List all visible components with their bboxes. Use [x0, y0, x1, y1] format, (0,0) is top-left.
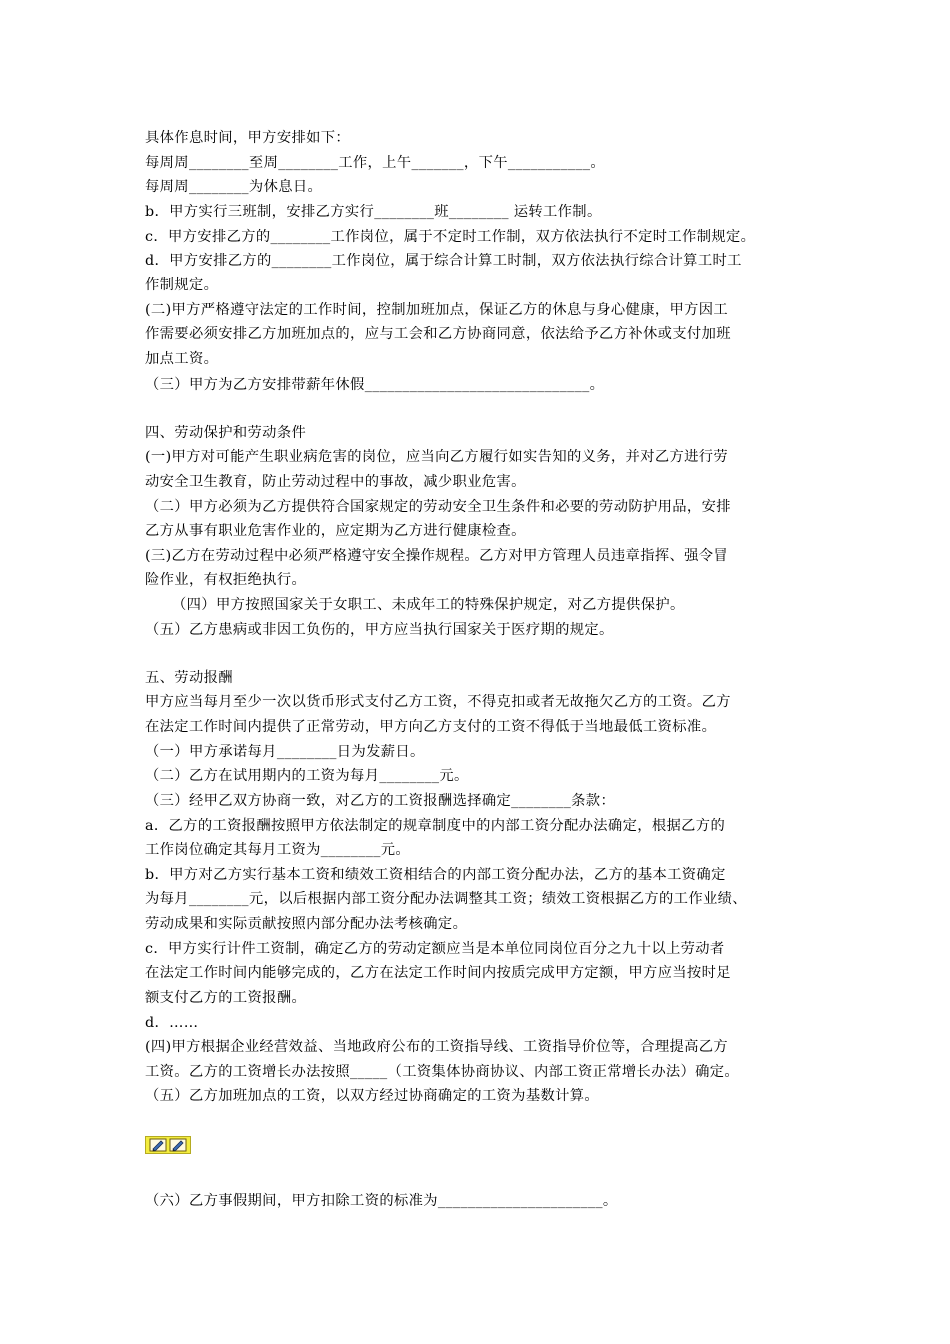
- text-line: （一）甲方承诺每月________日为发薪日。: [145, 744, 425, 760]
- section-heading: 四、劳动保护和劳动条件: [145, 425, 307, 441]
- text-line: a．乙方的工资报酬按照甲方依法制定的规章制度中的内部工资分配办法确定，根据乙方的: [145, 818, 726, 834]
- text-line: 作需要必须安排乙方加班加点的，应与工会和乙方协商同意，依法给予乙方补休或支付加班: [145, 326, 731, 342]
- text-line: 每周周________至周________工作，上午_______，下午___________。: [145, 155, 606, 171]
- text-line: d．……: [145, 1015, 199, 1031]
- text-line: 在法定工作时间内能够完成的，乙方在法定工作时间内按质完成甲方定额，甲方应当按时足: [145, 965, 731, 981]
- text-line: （六）乙方事假期间，甲方扣除工资的标准为______________________。: [145, 1193, 618, 1209]
- text-line: 乙方从事有职业危害作业的，应定期为乙方进行健康检查。: [145, 523, 526, 539]
- text-line: （二）甲方必须为乙方提供符合国家规定的劳动安全卫生条件和必要的劳动防护用品，安排: [145, 499, 731, 515]
- text-line: d．甲方安排乙方的________工作岗位，属于综合计算工时制，双方依法执行综合计算工时工: [145, 253, 742, 269]
- text-line: 为每月________元，以后根据内部工资分配办法调整其工资；绩效工资根据乙方的工作业绩、: [145, 891, 747, 907]
- text-line: c．甲方安排乙方的________工作岗位，属于不定时工作制，双方依法执行不定时工作制规定。: [145, 229, 756, 245]
- text-line: （二）乙方在试用期内的工资为每月________元。: [145, 768, 469, 784]
- text-line: （四）甲方按照国家关于女职工、未成年工的特殊保护规定，对乙方提供保护。: [172, 597, 685, 613]
- text-line: c．甲方实行计件工资制，确定乙方的劳动定额应当是本单位同岗位百分之九十以上劳动者: [145, 941, 725, 957]
- text-line: （三）经甲乙双方协商一致，对乙方的工资报酬选择确定________条款：: [145, 793, 616, 809]
- text-line: （五）乙方加班加点的工资，以双方经过协商确定的工资为基数计算。: [145, 1088, 600, 1104]
- text-line: 甲方应当每月至少一次以货币形式支付乙方工资，不得克扣或者无故拖欠乙方的工资。乙方: [145, 694, 731, 710]
- text-line: 作制规定。: [145, 277, 219, 293]
- pencil-icon[interactable]: [169, 1138, 187, 1152]
- text-line: （三）甲方为乙方安排带薪年休假______________________________。: [145, 377, 605, 393]
- text-line: 每周周________为休息日。: [145, 179, 323, 195]
- text-line: 动安全卫生教育，防止劳动过程中的事故，减少职业危害。: [145, 474, 526, 490]
- text-line: （五）乙方患病或非因工负伤的，甲方应当执行国家关于医疗期的规定。: [145, 622, 614, 638]
- text-line: 具体作息时间，甲方安排如下：: [145, 130, 351, 146]
- text-line: 工资。乙方的工资增长办法按照_____（工资集体协商协议、内部工资正常增长办法）确定。: [145, 1064, 740, 1080]
- text-line: 加点工资。: [145, 351, 219, 367]
- text-line: 劳动成果和实际贡献按照内部分配办法考核确定。: [145, 916, 468, 932]
- pencil-icon[interactable]: [149, 1138, 167, 1152]
- section-heading: 五、劳动报酬: [145, 670, 233, 686]
- text-line: (一)甲方对可能产生职业病危害的岗位，应当向乙方履行如实告知的义务，并对乙方进行劳: [145, 449, 729, 465]
- text-line: 在法定工作时间内提供了正常劳动，甲方向乙方支付的工资不得低于当地最低工资标准。: [145, 719, 717, 735]
- edit-icons-group[interactable]: [145, 1136, 191, 1154]
- text-line: 额支付乙方的工资报酬。: [145, 990, 307, 1006]
- text-line: (三)乙方在劳动过程中必须严格遵守安全操作规程。乙方对甲方管理人员违章指挥、强令冒: [145, 548, 729, 564]
- text-line: b．甲方实行三班制，安排乙方实行________班________ 运转工作制。: [145, 204, 602, 220]
- text-line: (二)甲方严格遵守法定的工作时间，控制加班加点，保证乙方的休息与身心健康，甲方因工: [145, 302, 729, 318]
- text-line: (四)甲方根据企业经营效益、当地政府公布的工资指导线、工资指导价位等，合理提高乙方: [145, 1039, 729, 1055]
- text-line: 工作岗位确定其每月工资为________元。: [145, 842, 411, 858]
- text-line: 险作业，有权拒绝执行。: [145, 572, 307, 588]
- text-line: b．甲方对乙方实行基本工资和绩效工资相结合的内部工资分配办法，乙方的基本工资确定: [145, 867, 726, 883]
